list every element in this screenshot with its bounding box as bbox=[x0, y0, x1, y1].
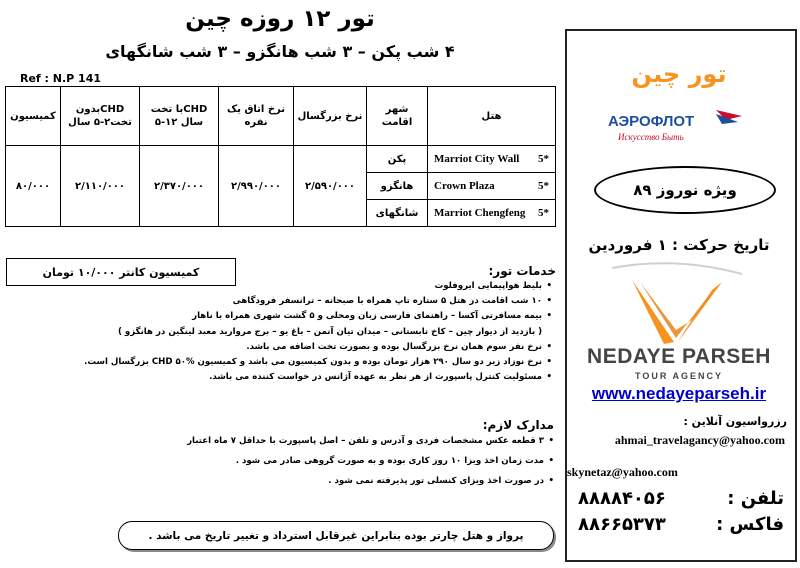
hotel-stars: 5* bbox=[538, 207, 549, 219]
hotel-name: Crown Plaza bbox=[434, 180, 495, 192]
email-link-secondary[interactable]: skynetaz@yahoo.com bbox=[567, 465, 678, 479]
agency-name: NEDAYE PARSEH bbox=[587, 345, 771, 368]
phone-label: تلفن : bbox=[727, 488, 784, 509]
list-item: ( بازدید از دیوار چین – کاخ تابستانی – میدان تیان آنمن – باغ یو – برج مروارید معبد لینگین در هانگزو ) bbox=[117, 326, 542, 337]
list-item: • ۱۰ شب اقامت در هتل ۵ ستاره تاپ همراه با صبحانه – ترانسفر فرودگاهی bbox=[40, 296, 552, 307]
single-price: ۲/۹۹۰/۰۰۰ bbox=[219, 146, 294, 227]
col-single: نرخ اتاق یک نفره bbox=[219, 87, 294, 146]
airline-tagline: Искусство Быть bbox=[618, 132, 684, 142]
reference-code: Ref : N.P 141 bbox=[20, 72, 102, 85]
documents-title: مدارک لازم: bbox=[482, 418, 554, 432]
list-item: • بیمه مسافرتی آکسا – راهنمای فارسی زبان ومحلی و ۵ گشت شهری همراه با ناهار bbox=[40, 311, 552, 322]
list-item: • ۳ قطعه عکس مشخصات فردی و آدرس و تلفن – اصل پاسپورت با حداقل ۷ ماه اعتبار bbox=[40, 436, 554, 447]
list-item: • نرخ نوزاد زیر دو سال ۲۹۰ هزار تومان بوده و بدون کمیسیون می باشد و کمیسیون CHD ۵۰% بزرگسال است. bbox=[40, 357, 552, 368]
col-hotel: هتل bbox=[428, 87, 556, 146]
airline-name: АЭРОФЛОТ bbox=[608, 113, 695, 130]
charter-note: پرواز و هتل چارتر بوده بنابراین غیرقابل استرداد و تغییر تاریخ می باشد . bbox=[118, 521, 554, 550]
documents-list bbox=[40, 436, 554, 497]
page-subtitle: ۴ شب پکن – ۳ شب هانگزو – ۳ شب شانگهای bbox=[105, 42, 455, 61]
website-link[interactable]: www.nedayeparseh.ir bbox=[591, 384, 767, 403]
hotel-name: Marriot Chengfeng bbox=[434, 207, 526, 219]
online-reservation-label: رزرواسیون آنلاین : bbox=[683, 415, 787, 428]
col-child-nobed: بدونCHD تخت۲-۵ سال bbox=[61, 87, 140, 146]
email-link[interactable]: ahmai_travelagancy@yahoo.com bbox=[614, 433, 785, 447]
departure-date: تاریخ حرکت : ۱ فروردین bbox=[588, 236, 770, 254]
child-nobed-price: ۲/۱۱۰/۰۰۰ bbox=[61, 146, 140, 227]
hotel-stars: 5* bbox=[538, 153, 549, 165]
col-commission: کمیسیون bbox=[6, 87, 61, 146]
table-row bbox=[6, 146, 556, 173]
services-list bbox=[40, 281, 552, 387]
col-adult: نرخ بزرگسال bbox=[294, 87, 367, 146]
hotel-name: Marriot City Wall bbox=[434, 153, 520, 165]
fax-row bbox=[578, 514, 784, 535]
col-city: شهر اقامت bbox=[367, 87, 428, 146]
fax-number: ۸۸۶۶۵۳۷۳ bbox=[578, 514, 666, 535]
city-cell: شانگهای bbox=[367, 200, 428, 227]
price-table bbox=[5, 86, 556, 227]
commission-value: ۸۰/۰۰۰ bbox=[6, 146, 61, 227]
fax-label: فاکس : bbox=[716, 514, 784, 535]
hotel-cell bbox=[428, 146, 556, 173]
city-cell: هانگزو bbox=[367, 173, 428, 200]
list-item: • نرخ نفر سوم همان نرخ بزرگسال بوده و بصورت تخت اضافه می باشد. bbox=[40, 342, 552, 353]
counter-commission-box: کمیسیون کانتر ۱۰/۰۰۰ تومان bbox=[6, 258, 236, 286]
agency-subtitle: TOUR AGENCY bbox=[634, 371, 723, 381]
hotel-cell bbox=[428, 173, 556, 200]
aeroflot-logo bbox=[604, 106, 754, 148]
page-title: تور ۱۲ روزه چین bbox=[185, 6, 375, 32]
list-item: • مسئولیت کنترل پاسپورت از هر نظر به عهده آژانس در خواست کننده می باشد. bbox=[40, 372, 552, 383]
list-item: • بلیط هواپیمایی ایروفلوت bbox=[40, 281, 552, 292]
list-item: • مدت زمان اخذ ویزا ۱۰ روز کاری بوده و به صورت گروهی صادر می شود . bbox=[40, 456, 554, 467]
table-header-row bbox=[6, 87, 556, 146]
list-item: • در صورت اخذ ویزای کنسلی تور پذیرفته نمی شود . bbox=[40, 476, 554, 487]
panel-title: تور چین bbox=[631, 60, 727, 88]
phone-number[interactable]: ۸۸۸۸۴۰۵۶ bbox=[578, 488, 666, 509]
adult-price: ۲/۵۹۰/۰۰۰ bbox=[294, 146, 367, 227]
hotel-stars: 5* bbox=[538, 180, 549, 192]
services-title: خدمات تور: bbox=[488, 264, 556, 278]
nowruz-special-badge: ویژه نوروز ۸۹ bbox=[594, 166, 776, 214]
hotel-cell bbox=[428, 200, 556, 227]
col-child-bed: با تختCHD ۵-۱۲ سال bbox=[140, 87, 219, 146]
phone-row bbox=[578, 488, 784, 509]
city-cell: پکن bbox=[367, 146, 428, 173]
child-bed-price: ۲/۳۷۰/۰۰۰ bbox=[140, 146, 219, 227]
